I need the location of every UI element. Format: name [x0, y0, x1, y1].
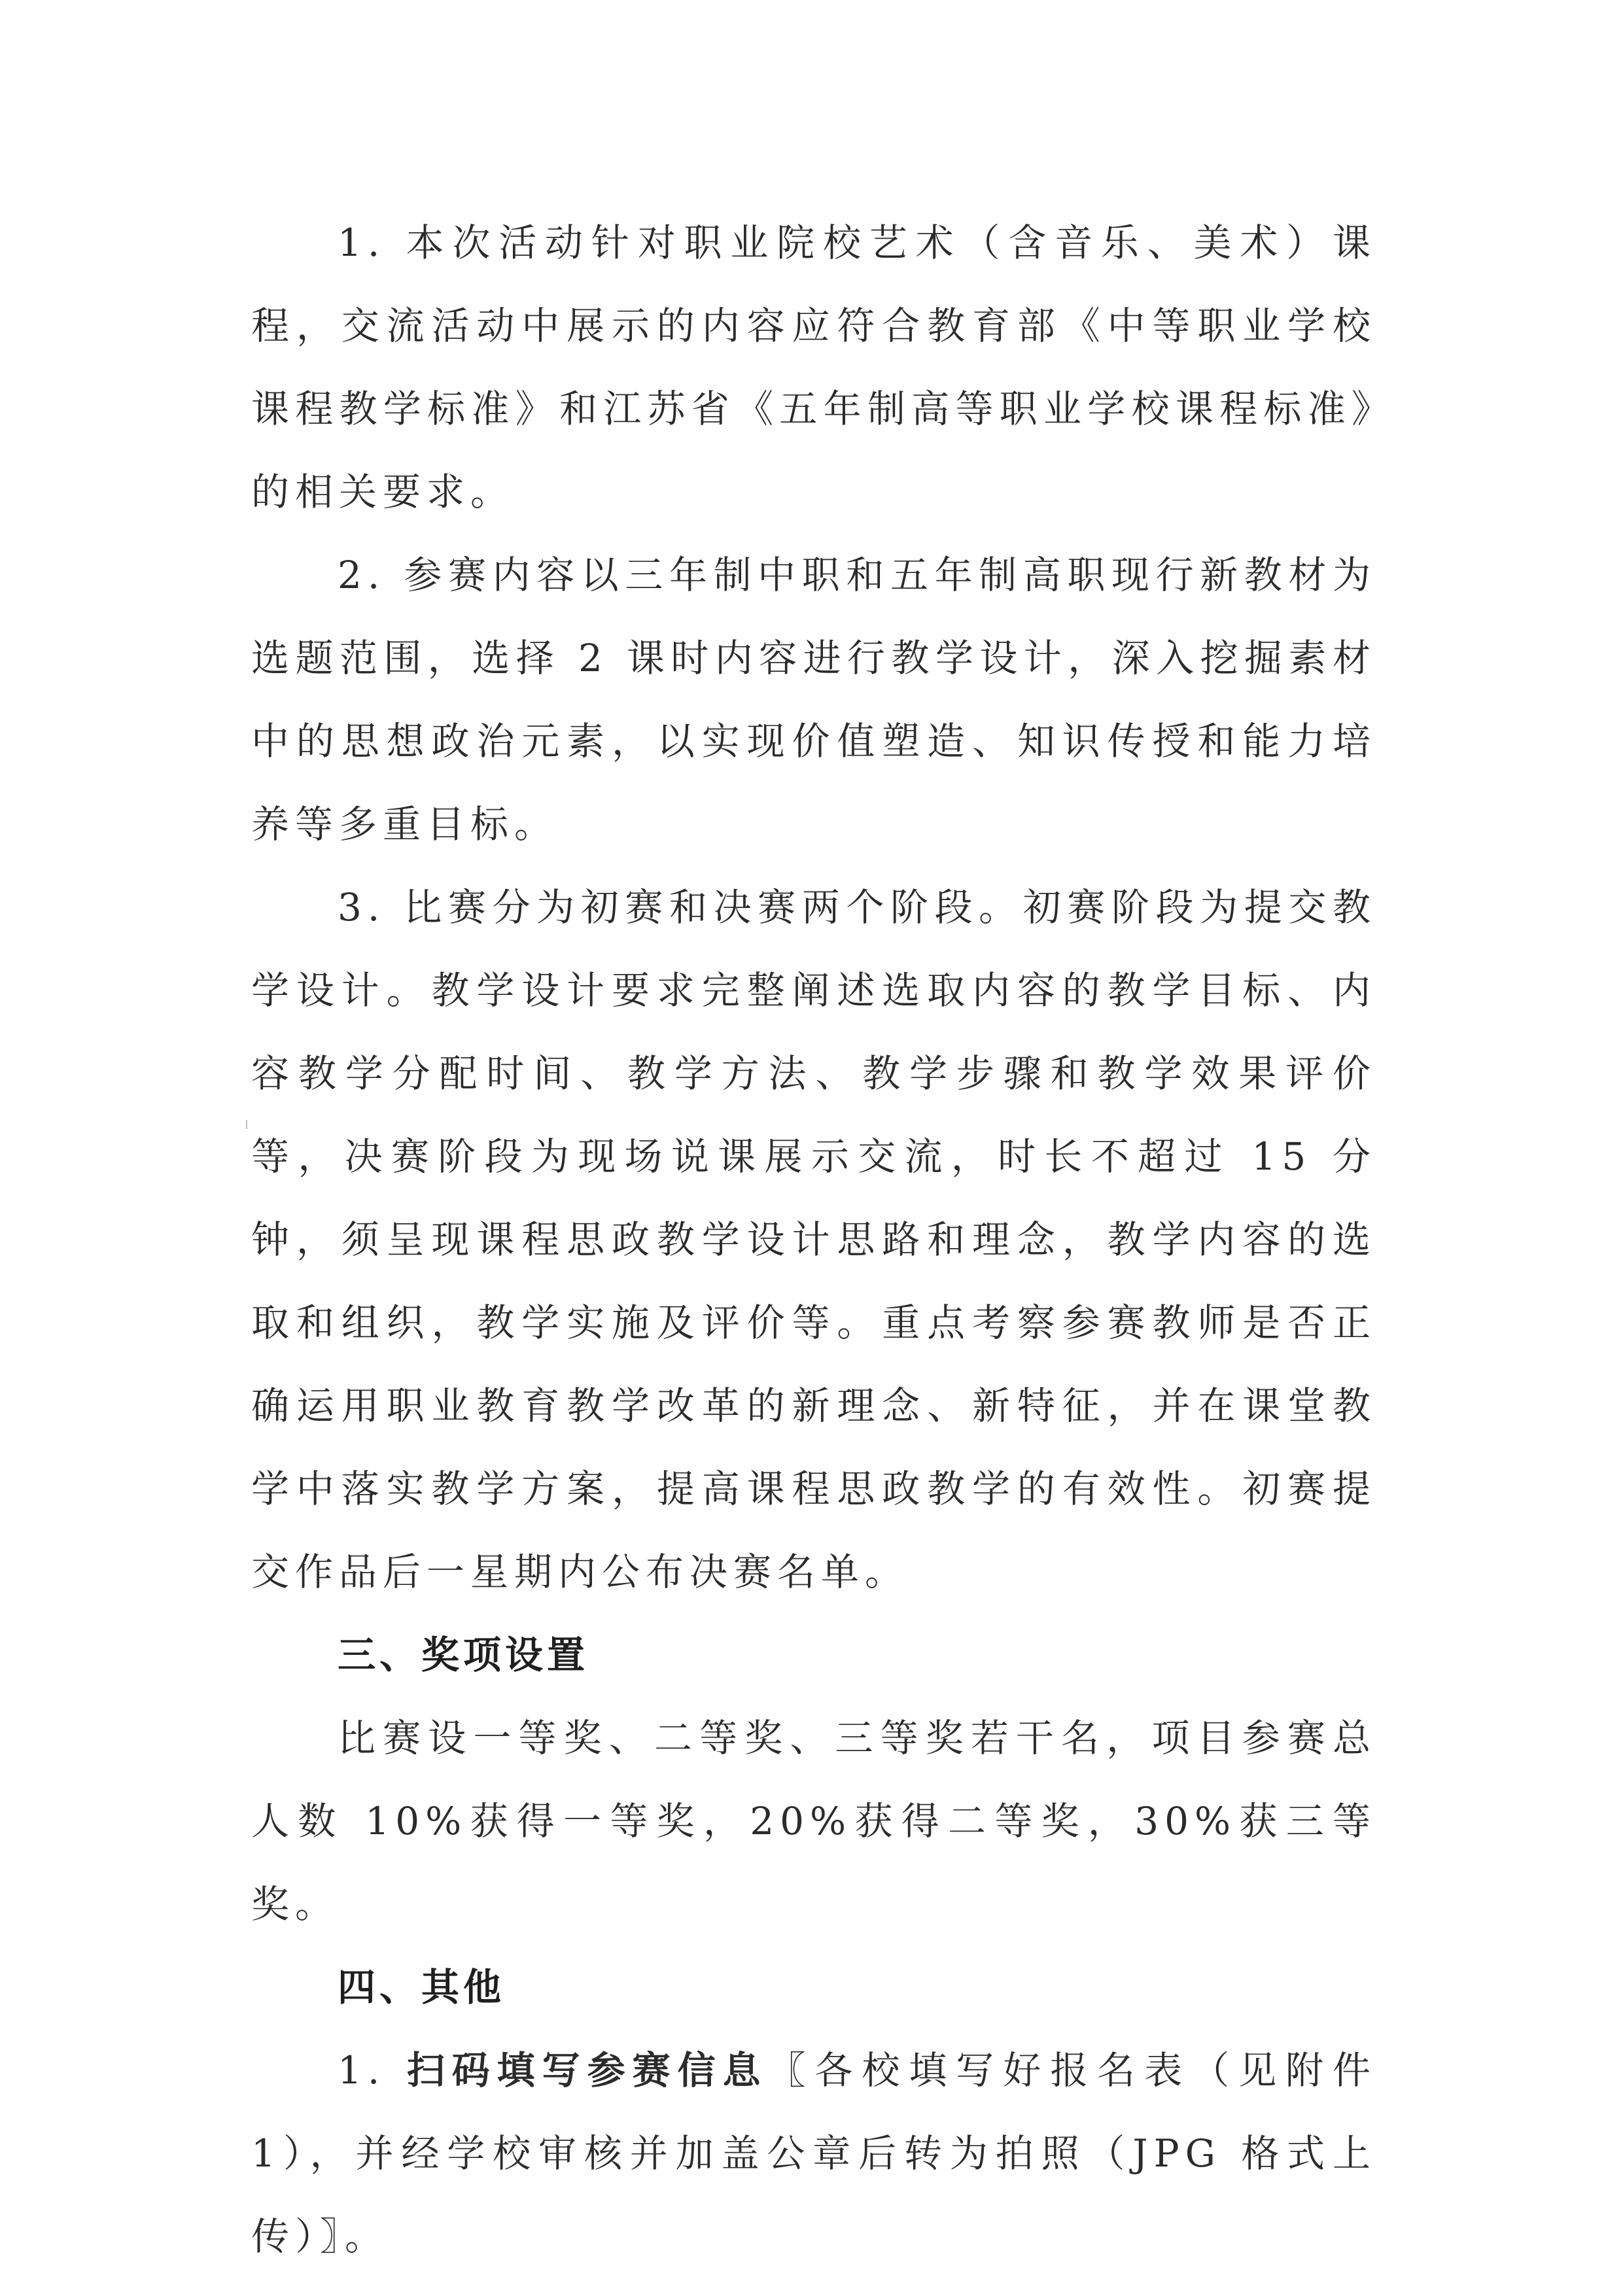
paragraph-awards: 比赛设一等奖、二等奖、三等奖若干名，项目参赛总人数 10%获得一等奖，20%获得二等奖，30%获三等奖。 [251, 1716, 1376, 1926]
section-heading-awards: 三、奖项设置 [338, 1633, 589, 1677]
scan-artifact-mark [246, 1120, 247, 1129]
paragraph-activity-scope: 1. 本次活动针对职业院校艺术（含音乐、美术）课程，交流活动中展示的内容应符合教育部《中等职业学校课程教学标准》和江苏省《五年制高等职业学校课程标准》的相关要求。 [251, 220, 1376, 514]
paragraph-registration [251, 2029, 1376, 2278]
paragraph-competition-stages: 3. 比赛分为初赛和决赛两个阶段。初赛阶段为提交教学设计。教学设计要求完整阐述选取内容的教学目标、内容教学分配时间、教学方法、教学步骤和教学效果评价等，决赛阶段为现场说课展示交流，时长不超过 15 分钟，须呈现课程思政教学设计思路和理念，教学内容的选取和组织，教学实施及评价等。重点考察参赛教师是否正确运用职业教育教学改革的新理念、新特征，并在课堂教学中落实教学方案，提高课程思政教学的有效性。初赛提交作品后一星期内公布决赛名单。 [251, 885, 1376, 1594]
registration-bold-label: 扫码填写参赛信息 [406, 2048, 768, 2093]
registration-number: 1. [338, 2048, 407, 2093]
registration-detail: 〖各校填写好报名表（见附件 1），并经学校审核并加盖公章后转为拍照（JPG 格式上传）〗。 [251, 2048, 1376, 2259]
document-body [251, 201, 1376, 2278]
section-heading-other: 四、其他 [338, 1965, 506, 2009]
paragraph-content-scope: 2. 参赛内容以三年制中职和五年制高职现行新教材为选题范围，选择 2 课时内容进行教学设计，深入挖掘素材中的思想政治元素，以实现价值塑造、知识传授和能力培养等多重目标。 [251, 553, 1376, 846]
